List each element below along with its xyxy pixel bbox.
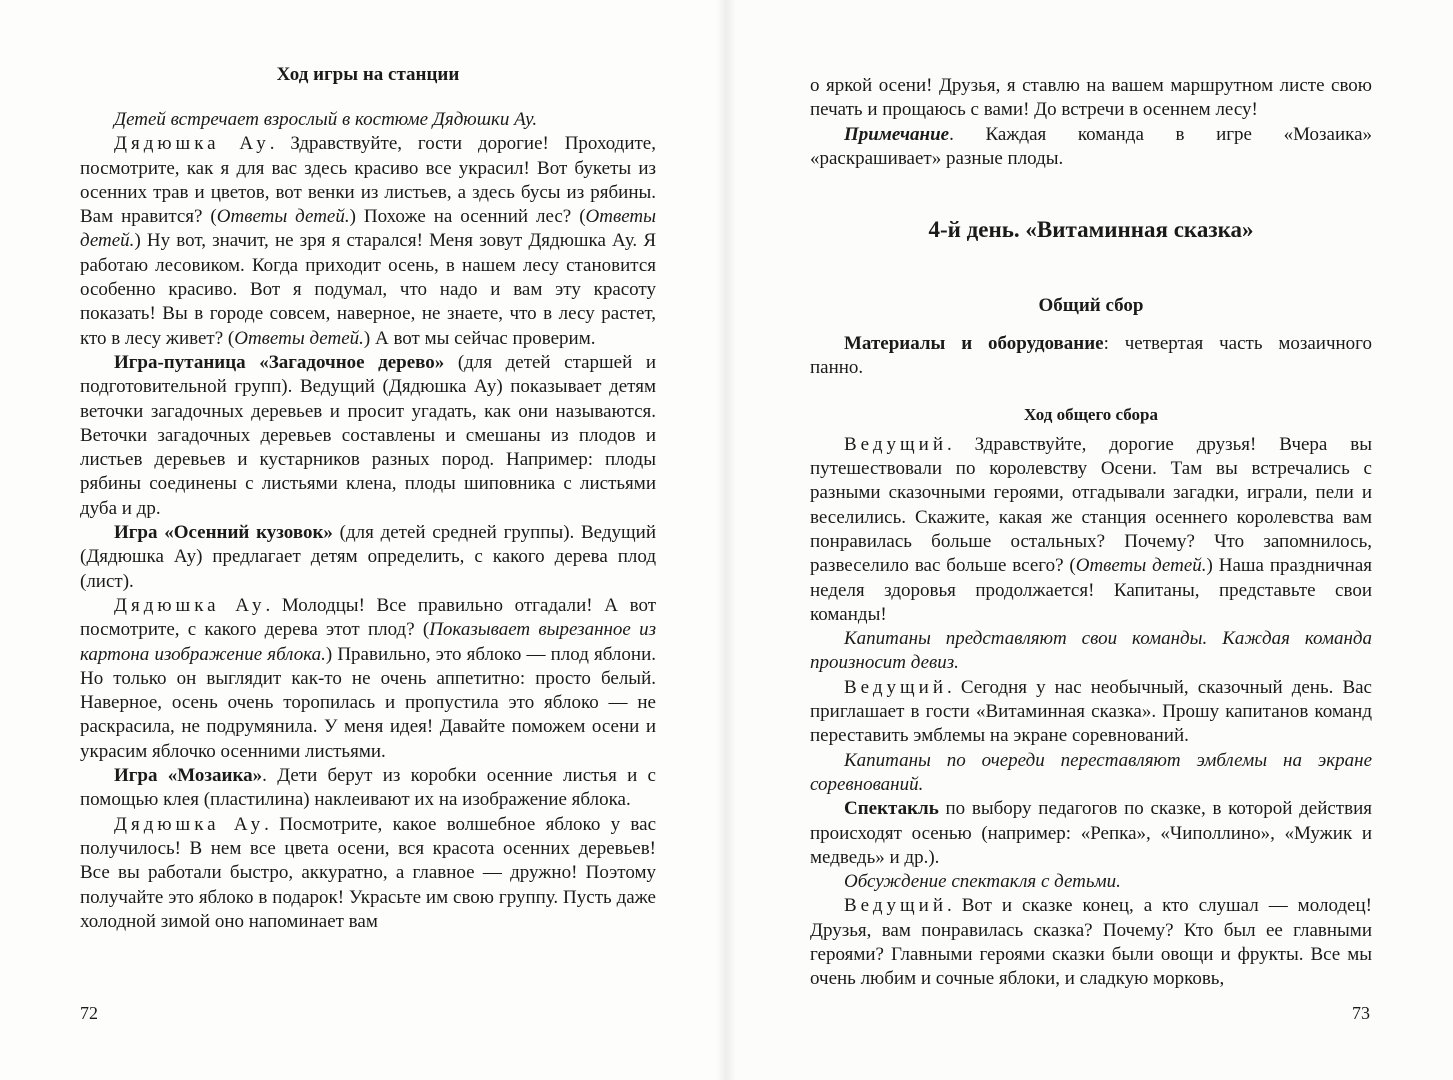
right-text-column bbox=[810, 74, 1372, 992]
speaker-name: Дядюшка Ау bbox=[114, 133, 270, 155]
book-gutter bbox=[716, 0, 736, 1080]
section-heading: Общий сбор bbox=[1038, 295, 1144, 317]
paragraph: Дядюшка Ау. Молодцы! Все правильно отгадали! А вот посмотрите, с какого дерева этот плод? (Показывает вырезанное из картона изображение яблока.) Правильно, это яблоко — плод яблони. Но только он выглядит как-то не очень аппетитно: просто белый. Наверное, осень очень торопилась и пропустила это яблоко — не раскрасила, не подрумянила. У меня идея! Давайте поможем осени и украсим яблочко осенними листьями. bbox=[80, 594, 657, 762]
speaker-name: Дядюшка Ау bbox=[114, 813, 265, 835]
station-heading: Ход игры на станции bbox=[276, 64, 460, 85]
stage-remark: Ответы детей. bbox=[1075, 555, 1207, 577]
right-page bbox=[726, 0, 1453, 1080]
speaker-name: Ведущий bbox=[844, 676, 947, 698]
paragraph: Ведущий. Здравствуйте, дорогие друзья! Вчера вы путешествовали по королевству Осени. Там вы встречались с разными сказочными героями, отгадывали загадки, играли, пели и веселились. Скажите, какая же станция осеннего королевства вам понравилась больше остальных? Почему? Что запомнилось, развеселило вас больше всего? (Ответы детей.) Наша праздничная неделя здоровья продолжается! Капитаны, представьте свои команды! bbox=[810, 433, 1372, 625]
game-title: Игра «Осенний кузовок» bbox=[114, 522, 333, 544]
speaker-name: Ведущий bbox=[844, 895, 947, 917]
paragraph: Игра «Мозаика». Дети берут из коробки осенние листья и с помощью клея (пластилина) наклеивают их на изображение яблока. bbox=[80, 765, 656, 811]
page-number: 73 bbox=[1352, 1003, 1370, 1023]
paragraph: Дядюшка Ау. Здравствуйте, гости дорогие! Проходите, посмотрите, как я для вас здесь красиво все украсил! Вот букеты из осенних трав и цветов, вот венки из листьев, а здесь бусы из рябины. Вам нравится? (Ответы детей.) Похоже на осенний лес? (Ответы детей.) Ну вот, значит, не зря я старался! Меня зовут Дядюшка Ау. Я работаю лесовиком. Когда приходит осень, в нашем лесу становится особенно красиво. Вот я подумал, что надо и вам эту красоту показать! Вы в городе совсем, наверное, не знаете, что в лесу растет, кто в лесу живет? (Ответы детей.) А вот мы сейчас проверим. bbox=[80, 133, 656, 349]
game-title: Игра «Мозаика» bbox=[114, 765, 263, 787]
left-text-column bbox=[80, 62, 656, 934]
left-page bbox=[0, 0, 726, 1080]
subsection-heading: Ход общего сбора bbox=[1023, 404, 1159, 424]
chapter-title: 4-й день. «Витаминная сказка» bbox=[928, 217, 1254, 243]
paragraph: Игра «Осенний кузовок» (для детей средней группы). Ведущий (Дядюшка Ау) предлагает детям определить, с какого дерева плод (лист). bbox=[80, 522, 657, 592]
performance-title: Спектакль bbox=[844, 798, 939, 820]
paragraph: Игра-путаница «Загадочное дерево» (для детей старшей и подготовительной групп). Ведущий (Дядюшка Ау) показывает детям веточки загадочных деревьев и просит угадать, как они называются. Веточки загадочных деревьев составлены и смешаны из плодов и листьев деревьев и кустарников разных пород. Например: плоды рябины соединены с листьями клена, плоды шиповника с листьями дуба и др. bbox=[80, 351, 656, 519]
page-number: 72 bbox=[80, 1003, 98, 1023]
stage-remark: Обсуждение спектакля с детьми. bbox=[844, 871, 1121, 893]
stage-remark: Ответы детей. bbox=[80, 206, 656, 252]
stage-remark: Капитаны по очереди переставляют эмблемы на экране соревнований. bbox=[810, 749, 1372, 795]
stage-remark: Капитаны представляют свои команды. Каждая команда произносит девиз. bbox=[810, 628, 1372, 674]
stage-remark: Ответы детей. bbox=[234, 327, 364, 349]
paragraph: Спектакль по выбору педагогов по сказке, в которой действия происходят осенью (например: «Репка», «Чиполлино», «Мужик и медведь» и др.). bbox=[810, 798, 1372, 868]
speaker-name: Ведущий bbox=[844, 433, 947, 455]
note-paragraph: Примечание. Каждая команда в игре «Мозаика» «раскрашивает» разные плоды. bbox=[810, 123, 1372, 169]
paragraph: Дядюшка Ау. Посмотрите, какое волшебное яблоко у вас получилось! В нем все цвета осени, вся красота осенних деревьев! Все вы работали быстро, аккуратно, а главное — дружно! Поэтому получайте это яблоко в подарок! Украсьте им свою группу. Пусть даже холодной зимой оно напоминает вам bbox=[80, 813, 657, 932]
paragraph: Ведущий. Вот и сказке конец, а кто слушал — молодец! Друзья, вам понравилась сказка? Почему? Кто был ее главными героями? Главными героями сказки были овощи и фрукты. Все мы очень любим и сочные яблоки, и сладкую морковь, bbox=[810, 895, 1372, 990]
stage-remark: Ответы детей. bbox=[216, 206, 350, 228]
materials-label: Материалы и оборудование bbox=[844, 333, 1104, 355]
game-title: Игра-путаница «Загадочное дерево» bbox=[114, 351, 445, 373]
intro-remark: Детей встречает взрослый в костюме Дядюшки Ау. bbox=[114, 109, 538, 130]
note-label: Примечание bbox=[844, 123, 950, 145]
stage-remark: Показывает вырезанное из картона изображение яблока. bbox=[80, 619, 656, 665]
paragraph: Ведущий. Сегодня у нас необычный, сказочный день. Вас приглашает в гости «Витаминная сказка». Прошу капитанов команд переставить эмблемы на экране соревнований. bbox=[810, 676, 1372, 747]
paragraph: о яркой осени! Друзья, я ставлю на вашем маршрутном листе свою печать и прощаюсь с вами! До встречи в осеннем лесу! bbox=[810, 75, 1372, 121]
materials-paragraph: Материалы и оборудование: четвертая часть мозаичного панно. bbox=[810, 333, 1372, 379]
speaker-name: Дядюшка Ау bbox=[114, 594, 266, 616]
